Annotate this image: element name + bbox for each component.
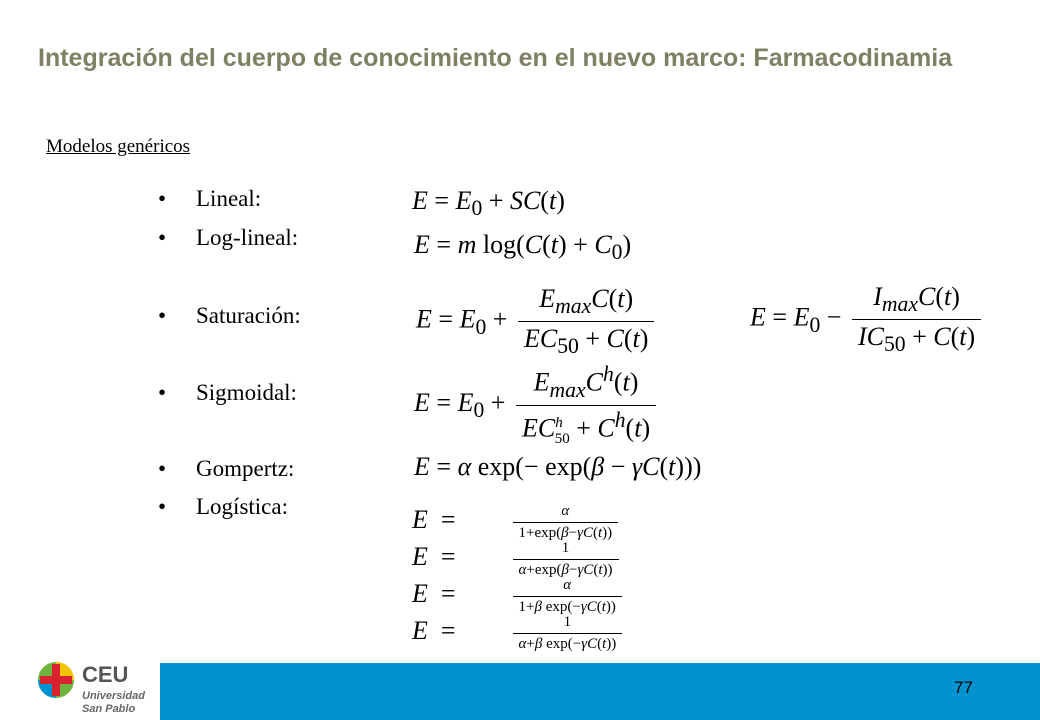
page-number: 77 bbox=[954, 678, 973, 697]
ceu-logo bbox=[36, 658, 151, 720]
bullet-dot: • bbox=[158, 225, 167, 250]
bullet-label: Lineal: bbox=[196, 186, 262, 211]
bullet-lineal bbox=[158, 186, 261, 212]
bullet-dot: • bbox=[158, 380, 167, 405]
bullet-dot: • bbox=[158, 456, 167, 481]
equation-log-lineal: E = m $\log(C(t) + C_0)$ bbox=[414, 230, 632, 265]
logo-line1: Universidad bbox=[82, 690, 145, 702]
equation-logistica-2: E = $\frac{1}{\alpha+\exp(\beta-\gamma C(t))}$ bbox=[412, 540, 623, 579]
bullet-logistica bbox=[158, 494, 288, 520]
bullet-label: Log-lineal: bbox=[196, 225, 299, 250]
bullet-dot: • bbox=[158, 494, 167, 519]
logo-line2: San Pablo bbox=[82, 703, 136, 715]
bullet-dot: • bbox=[158, 303, 167, 328]
equation-sigmoidal: $E = E_0$ + $\frac{E_{max}C^h(t)}{EC^h_{50} + C^h(t)}$ bbox=[414, 362, 660, 448]
equation-logistica-4: E = $\frac{1}{\text{α+β exp(−γC(t))}}$ bbox=[412, 614, 626, 653]
equation-saturacion-emax: $E = E_0$ + $\frac{E_{max}C(t)}{EC_{50} + C(t)}$ bbox=[416, 284, 658, 359]
slide-subtitle: Modelos genéricos bbox=[46, 136, 191, 157]
bullet-saturacion bbox=[158, 303, 301, 329]
bullet-sigmoidal bbox=[158, 380, 297, 406]
equation-logistica-3: E = $\frac{\alpha}{\text{1+β exp(−γC(t))}}$ bbox=[412, 577, 626, 616]
ceu-emblem-icon bbox=[36, 660, 76, 700]
bullet-label: Saturación: bbox=[196, 303, 301, 328]
equation-logistica-1: E = $\frac{\alpha}{1+\exp(\beta-\gamma C(t))}$ bbox=[412, 503, 622, 542]
logo-name: CEU bbox=[82, 662, 129, 687]
bullet-log-lineal bbox=[158, 225, 298, 251]
footer-bar bbox=[160, 663, 1040, 720]
equation-lineal: $E = E_0 + SC(t)$ bbox=[412, 186, 565, 221]
bullet-gompertz bbox=[158, 456, 294, 482]
bullet-label: Gompertz: bbox=[196, 456, 295, 481]
equation-gompertz: E = α exp(− exp(β − γC(t))) bbox=[414, 452, 702, 481]
bullet-label: Logística: bbox=[196, 494, 288, 519]
bullet-dot: • bbox=[158, 186, 167, 211]
equation-saturacion-imax: $E = E_0$ − $\frac{I_{max}C(t)}{IC_{50} + C(t)}$ bbox=[750, 282, 985, 357]
bullet-label: Sigmoidal: bbox=[196, 380, 297, 405]
slide-title: Integración del cuerpo de conocimiento en el nuevo marco: Farmacodinamia bbox=[38, 44, 953, 72]
